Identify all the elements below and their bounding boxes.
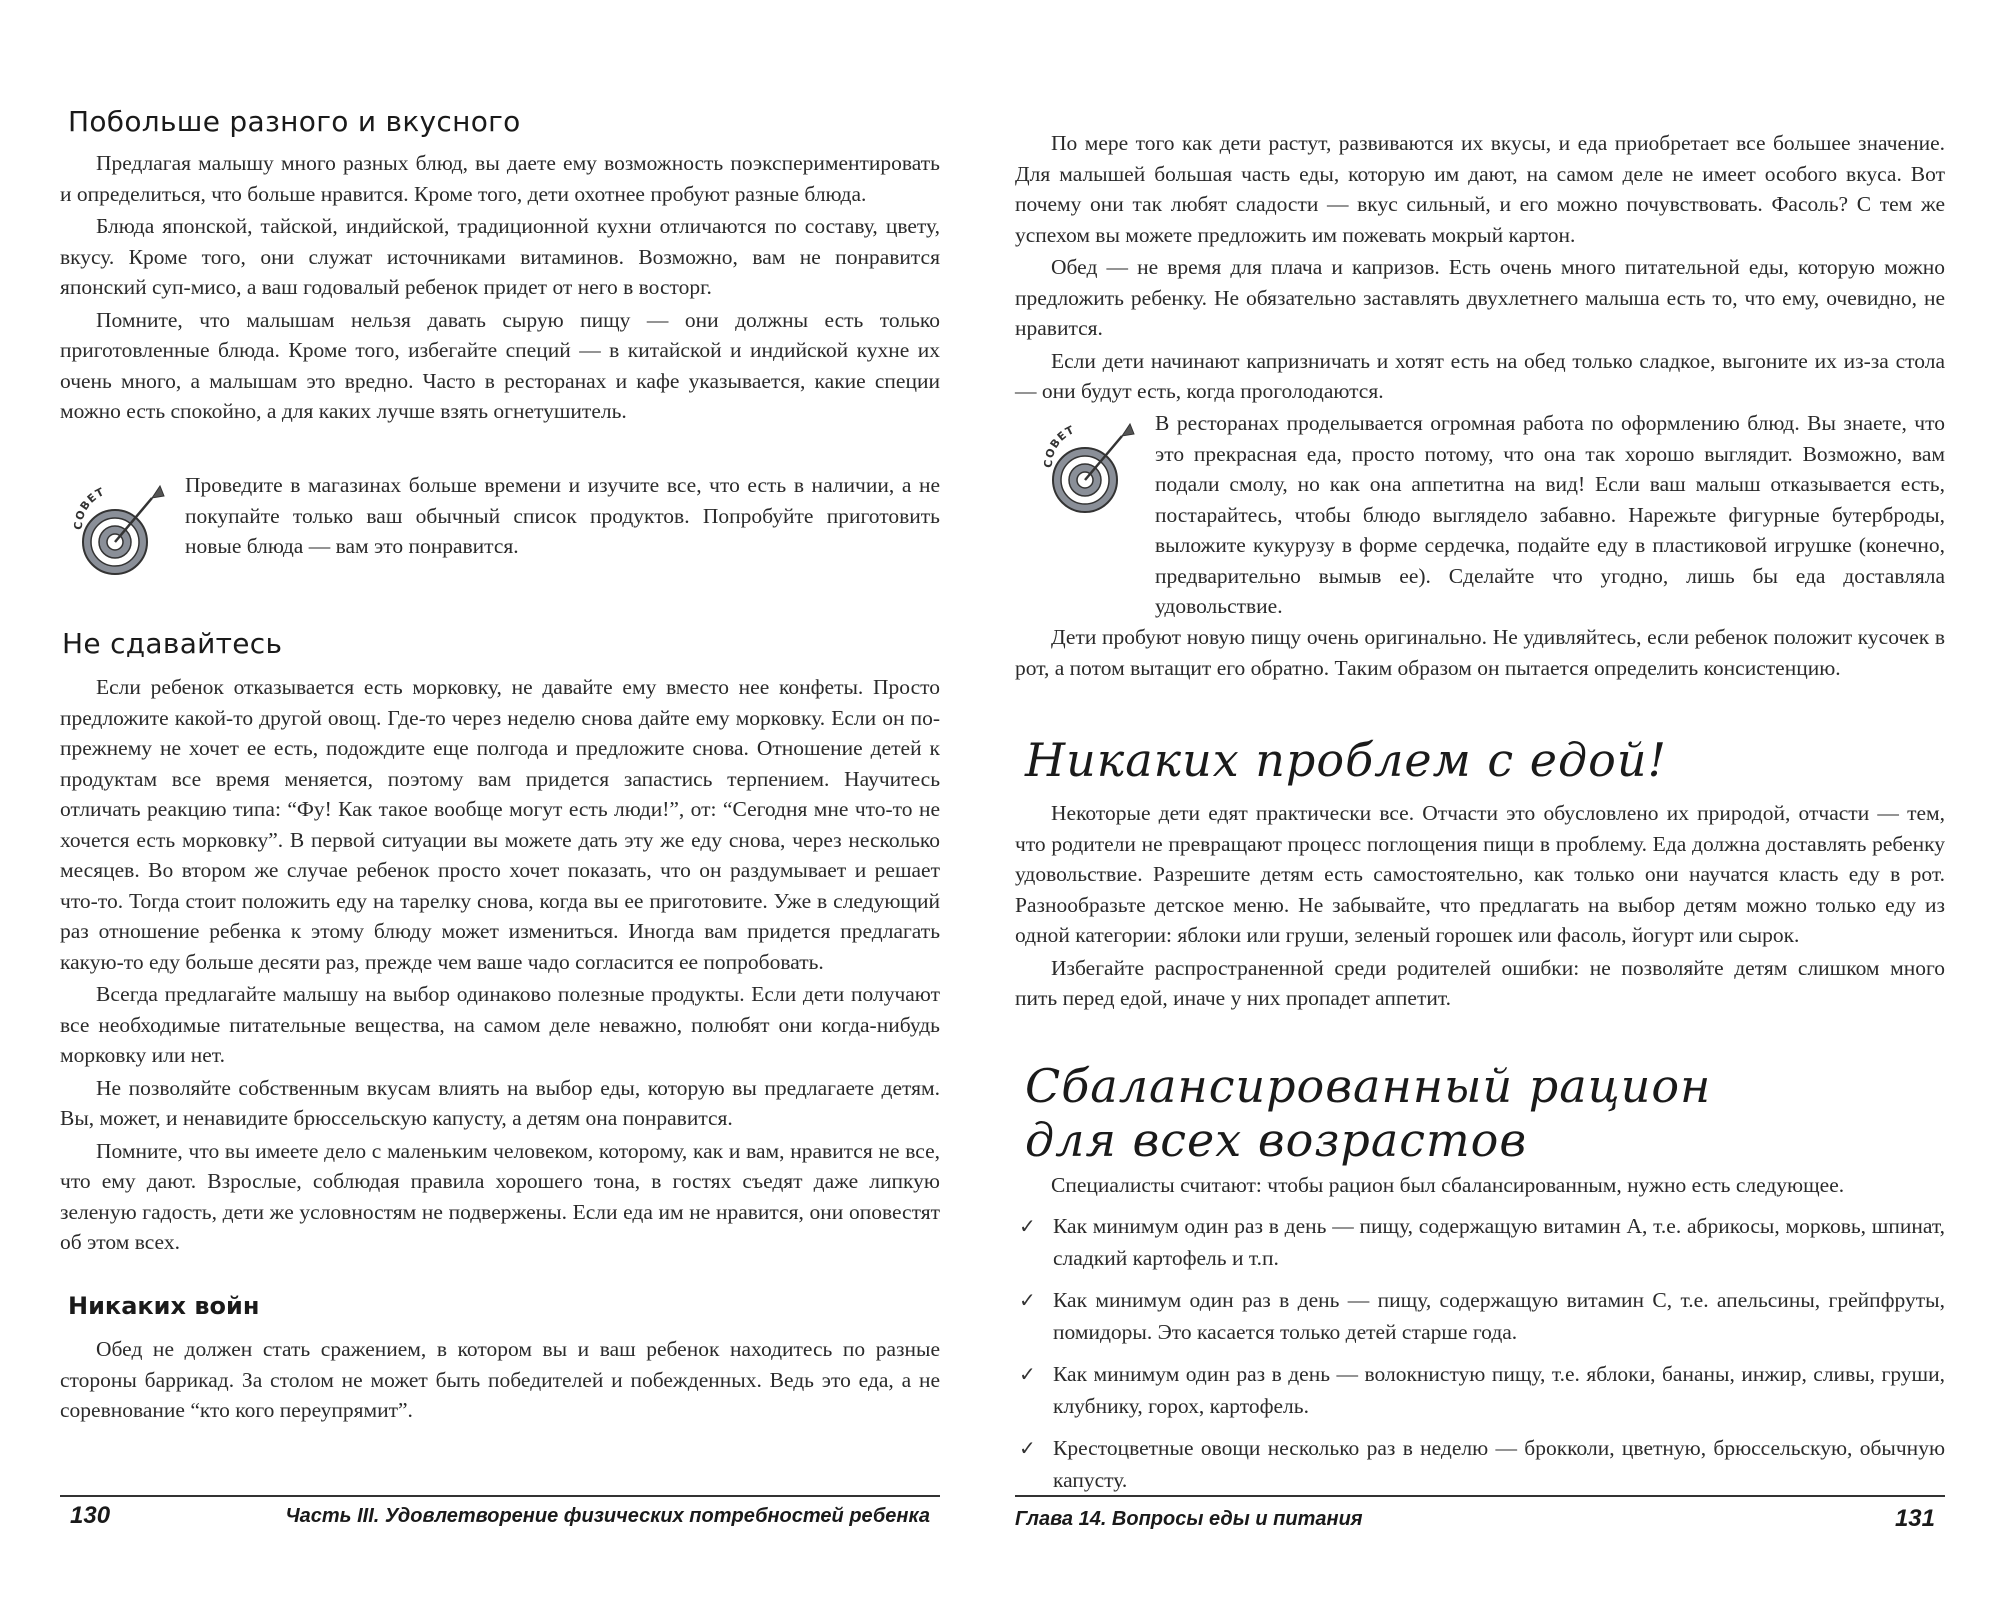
checkmark-icon: ✓ xyxy=(1019,1362,1036,1386)
list-item xyxy=(1015,1210,1945,1274)
balanced-checklist xyxy=(1015,1210,1945,1506)
footer-rule-left xyxy=(60,1495,940,1497)
paragraph: Всегда предлагайте малышу на выбор одинаково полезные продукты. Если дети получают все необходимые питательные вещества, на самом деле неважно, полюбят они когда-нибудь морковку или нет. xyxy=(60,982,940,1067)
section-heading-no-problems: Никаких проблем с едой! xyxy=(1025,733,1667,787)
tip-icon-label: СОВЕТ xyxy=(71,484,107,531)
list-item xyxy=(1015,1284,1945,1348)
paragraph: Не позволяйте собственным вкусам влиять на выбор еды, которую вы предлагаете детям. Вы, может, и ненавидите брюссельскую капусту, а детям она понравится. xyxy=(60,1075,940,1130)
left-page xyxy=(60,0,940,1607)
right-intro-body xyxy=(1015,128,1945,409)
tip-box-left xyxy=(60,470,940,600)
section-dont-give-up-body xyxy=(60,672,940,1260)
section-no-wars-body xyxy=(60,1334,940,1428)
paragraph: Блюда японской, тайской, индийской, традиционной кухни отличаются по составу, цвету, вкусу. Кроме того, они служат источниками витаминов. Возможно, вам не понравится японский суп-мисо, а ваш годовалый ребенок придет от него в восторг. xyxy=(60,214,940,299)
page-number-right: 131 xyxy=(1894,1505,1935,1532)
running-title-right: Глава 14. Вопросы еды и питания xyxy=(1015,1508,1363,1530)
page-number-left: 130 xyxy=(70,1502,111,1529)
section-no-problems-body xyxy=(1015,798,1945,1016)
list-item-text: Как минимум один раз в день — волокнистую пищу, т.е. яблоки, бананы, инжир, сливы, груши, клубнику, горох, картофель. xyxy=(1053,1362,1945,1418)
paragraph: Помните, что малышам нельзя давать сырую пищу — они должны есть только приготовленные блюда. Кроме того, избегайте специй — в китайской и индийской кухне их очень много, а малышам это вредно. Часто в ресторанах и кафе указывается, какие специи можно есть спокойно, а для каких лучше взять огнетушитель. xyxy=(60,307,940,423)
right-after-tip-body xyxy=(1015,622,1945,685)
checkmark-icon: ✓ xyxy=(1019,1214,1036,1238)
paragraph: Помните, что вы имеете дело с маленьким человеком, которому, как и вам, нравится не все, что ему дают. Взрослые, соблюдая правила хорошего тона, в гостях съедят даже липкую зеленую гадость, дети же условностям не подвержены. Если еда им не нравится, они оповестят об этом всех. xyxy=(60,1138,940,1254)
right-page xyxy=(1015,0,1945,1607)
list-item-text: Крестоцветные овощи несколько раз в неделю — брокколи, цветную, брюссельскую, обычную капусту. xyxy=(1053,1436,1945,1492)
balanced-intro xyxy=(1015,1170,1945,1203)
tip-icon-label: СОВЕТ xyxy=(1041,422,1077,469)
list-item-text: Как минимум один раз в день — пищу, содержащую витамин A, т.е. абрикосы, морковь, шпинат, сладкий картофель и т.п. xyxy=(1053,1214,1945,1270)
section-variety-body xyxy=(60,148,940,429)
paragraph: По мере того как дети растут, развиваются их вкусы, и еда приобретает все большее значение. Для малышей большая часть еды, которую им дают, на самом деле не имеет особого вкуса. Вот почему они так любят сладости — вкус сильный, и его можно почувствовать. Фасоль? С тем же успехом вы можете предложить им пожевать мокрый картон. xyxy=(1015,131,1945,247)
target-icon xyxy=(1030,408,1140,518)
list-item xyxy=(1015,1432,1945,1496)
list-item xyxy=(1015,1358,1945,1422)
paragraph: Обед — не время для плача и капризов. Есть очень много питательной еды, которую можно предложить ребенку. Не обязательно заставлять двухлетнего малыша есть то, что ему, очевидно, не нравится. xyxy=(1015,255,1945,340)
section-heading-no-wars: Никаких войн xyxy=(68,1292,260,1320)
list-item-text: Как минимум один раз в день — пищу, содержащую витамин C, т.е. апельсины, грейпфруты, помидоры. Это касается только детей старше года. xyxy=(1053,1288,1945,1344)
section-heading-dont-give-up: Не сдавайтесь xyxy=(62,627,283,660)
paragraph: Предлагая малышу много разных блюд, вы даете ему возможность поэкспериментировать и определиться, что больше нравится. Кроме того, дети охотнее пробуют разные блюда. xyxy=(60,151,940,206)
paragraph: Некоторые дети едят практически все. Отчасти это обусловлено их природой, отчасти — тем, что родители не превращают процесс поглощения пищи в проблему. Еда должна доставлять ребенку удовольствие. Разрешите детям есть самостоятельно, как только они научатся класть еду в рот. Разнообразьте детское меню. Не забывайте, что предлагать на выбор детям можно только еду из одной категории: яблоки или груши, зеленый горошек или фасоль, йогурт или сырок. xyxy=(1015,801,1945,947)
section-heading-balanced-line1: Сбалансированный рацион xyxy=(1025,1059,1712,1113)
checkmark-icon: ✓ xyxy=(1019,1288,1036,1312)
paragraph: Избегайте распространенной среди родителей ошибки: не позволяйте детям слишком много пить перед едой, иначе у них пропадет аппетит. xyxy=(1015,955,1945,1010)
paragraph: Специалисты считают: чтобы рацион был сбалансированным, нужно есть следующее. xyxy=(1051,1173,1845,1197)
paragraph: Если ребенок отказывается есть морковку, не давайте ему вместо нее конфеты. Просто предложите какой-то другой овощ. Где-то через неделю снова дайте ему морковку. Если он по-прежнему не хочет ее есть, подождите еще полгода и предложите снова. Отношение детей к продуктам все время меняется, поэтому вам придется запастись терпением. Научитесь отличать реакцию типа: “Фу! Как такое вообще могут есть люди!”, от: “Сегодня мне что-то не хочется есть морковку”. В первой ситуации вы можете дать эту же еду снова, через несколько месяцев. Во втором же случае ребенок просто хочет показать, что он раздумывает и решает что-то. Тогда стоит положить еду на тарелку снова, когда вы ее приготовите. Уже в следующий раз отношение ребенка к этому блюду может измениться. Иногда вам придется предлагать какую-то еду больше десяти раз, прежде чем ваше чадо согласится ее попробовать. xyxy=(60,675,940,974)
target-icon xyxy=(60,470,170,580)
paragraph: Дети пробуют новую пищу очень оригинально. Не удивляйтесь, если ребенок положит кусочек в рот, а потом вытащит его обратно. Таким образом он пытается определить консистенцию. xyxy=(1015,625,1945,680)
checkmark-icon: ✓ xyxy=(1019,1436,1036,1460)
tip-text-left: Проведите в магазинах больше времени и изучите все, что есть в наличии, а не покупайте только ваш обычный список продуктов. Попробуйте приготовить новые блюда — вам это понравится. xyxy=(185,473,940,558)
running-title-left: Часть III. Удовлетворение физических потребностей ребенка xyxy=(285,1505,930,1527)
tip-text-right: В ресторанах проделывается огромная работа по оформлению блюд. Вы знаете, что это прекрасная еда, просто потому, что она так хорошо выглядит. Возможно, вам подали смолу, но как она аппетитна на вид! Если ваш малыш отказывается есть, постарайтесь, чтобы блюдо выглядело забавно. Нарежьте фигурные бутерброды, выложите кукурузу в форме сердечка, подайте еду в пластиковой игрушке (конечно, предварительно вымыв ее). Сделайте что угодно, лишь бы еда доставляла удовольствие. xyxy=(1155,411,1945,618)
paragraph: Если дети начинают капризничать и хотят есть на обед только сладкое, выгоните их из-за стола — они будут есть, когда проголодаются. xyxy=(1015,348,1945,403)
section-heading-balanced-line2: для всех возрастов xyxy=(1025,1113,1528,1167)
footer-rule-right xyxy=(1015,1495,1945,1497)
paragraph: Обед не должен стать сражением, в котором вы и ваш ребенок находитесь по разные стороны баррикад. За столом не может быть победителей и побежденных. Ведь это еда, а не соревнование “кто кого переупрямит”. xyxy=(60,1337,940,1422)
tip-box-right xyxy=(1015,408,1945,618)
section-heading-variety: Побольше разного и вкусного xyxy=(68,105,521,138)
